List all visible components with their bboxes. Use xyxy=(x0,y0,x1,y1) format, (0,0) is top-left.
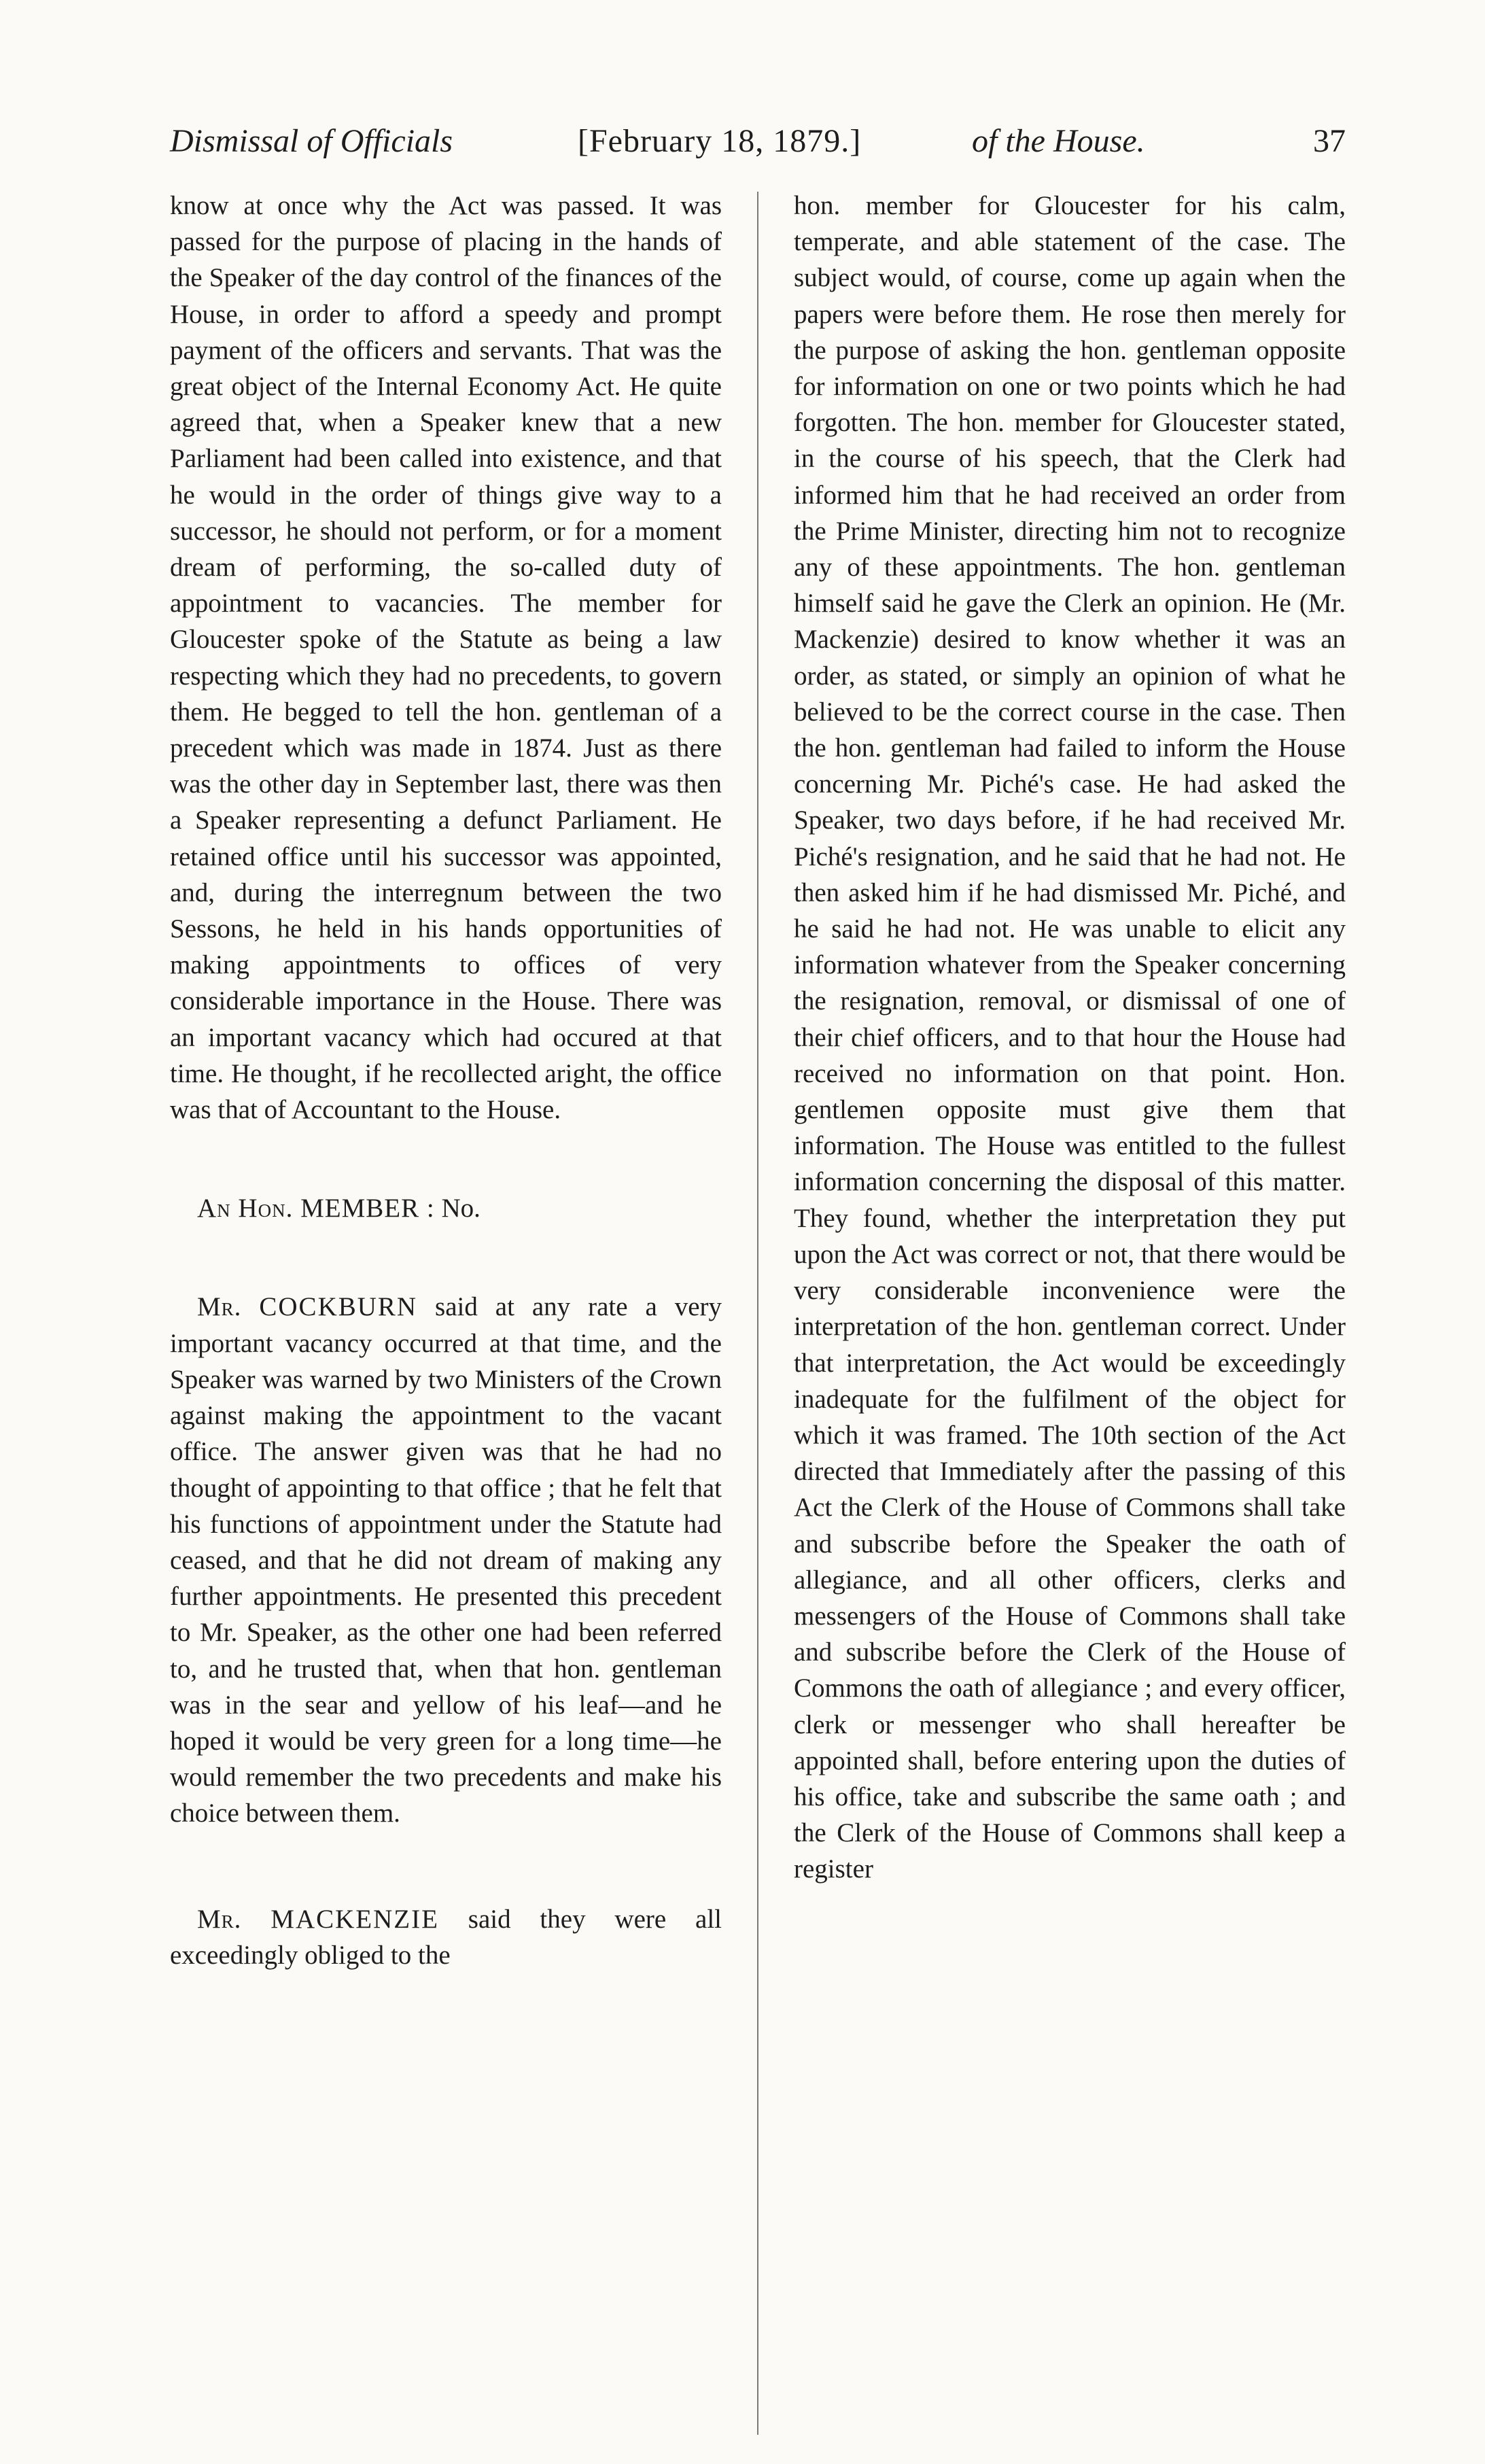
paragraph-right: hon. member for Gloucester for his calm, temperate, and able statement of the case. The subject would, of course, come up again when the papers were before them. He rose then merely for the purpose of asking the hon. gentleman opposite for information on one or two points which he had forgotten. The hon. member for Gloucester stated, in the course of his speech, that the Clerk had informed him that he had received an order from the Prime Minister, directing him not to recognize any of these appointments. The hon. gentleman himself said he gave the Clerk an opinion. He (Mr. Mackenzie) desired to know whether it was an order, as stated, or simply an opinion of what he believed to be the correct course in the case. Then the hon. gentleman had failed to inform the House concerning Mr. Piché's case. He had asked the Speaker, two days before, if he had received Mr. Piché's resignation, and he said that he had not. He then asked him if he had dismissed Mr. Piché, and he said he had not. He was unable to elicit any information whatever from the Speaker concerning the resignation, removal, or dismissal of one of their chief officers, and to that hour the House had received no information on that point. Hon. gentlemen opposite must give them that information. The House was entitled to the fullest information concerning the disposal of this matter. They found, whether the interpretation they put upon the Act was correct or not, that there would be very considerable inconvenience were the interpretation of the hon. gentleman correct. Under that interpretation, the Act would be exceedingly inadequate for the fulfilment of the object for which it was framed. The 10th section of the Act directed that Immediately after the passing of this Act the Clerk of the House of Commons shall take and subscribe before the Speaker the oath of allegiance, and all other officers, clerks and messengers of the House of Commons shall take and subscribe before the Clerk of the House of Commons the oath of allegiance ; and every officer, clerk or messenger who shall hereafter be appointed shall, before entering upon the duties of his office, take and subscribe the same oath ; and the Clerk of the House of Commons shall keep a register xyxy=(794,191,1346,1884)
speaker-name: COCKBURN xyxy=(259,1292,418,1322)
running-head xyxy=(170,114,1346,169)
paragraph-continued: know at once why the Act was passed. It was passed for the purpose of placing in the hands of the Speaker of the day control of the finances of the House, in order to afford a speedy and prompt payment of the officers and servants. That was the great object of the Internal Economy Act. He quite agreed that, when a Speaker knew that a new Parliament had been called into existence, and that he would in the order of things give way to a successor, he should not perform, or for a moment dream of performing, the so-called duty of appointment to vacancies. The member for Gloucester spoke of the Statute as being a law respecting which they had no precedents, to govern them. He begged to tell the hon. gentleman of a precedent which was made in 1874. Just as there was the other day in September last, there was then a Speaker representing a defunct Parliament. He retained office until his successor was appointed, and, during the interregnum between the two Sessons, he held in his hands opportunities of making appointments to offices of very considerable importance in the House. There was an important vacancy which had occured at that time. He thought, if he recollected aright, the office was that of Accountant to the House. xyxy=(170,191,722,1125)
interjection-speaker: An Hon. MEMBER : xyxy=(197,1194,435,1224)
left-column xyxy=(170,188,722,2435)
interjection-text: No. xyxy=(441,1194,481,1224)
page-number: 37 xyxy=(1313,123,1346,159)
running-head-left: Dismissal of Officials xyxy=(170,123,453,159)
speaker-name: MACKENZIE xyxy=(270,1904,439,1934)
text-columns xyxy=(170,188,1346,2435)
speech-mackenzie xyxy=(170,1901,722,1973)
right-column xyxy=(794,188,1346,2435)
speech-text: said at any rate a very important vacancy occurred at that time, and the Speaker was warned by two Ministers of the Crown against making the appointment to the vacant office. The answer given was that he had no thought of appointing to that office ; that he felt that his functions of appointment under the Statute had ceased, and that he did not dream of making any further appointments. He presented this precedent to Mr. Speaker, as the other one had been referred to, and he trusted that, when that hon. gentleman was in the sear and yellow of his leaf—and he hoped it would be very green for a long time—he would remember the two precedents and make his choice between them. xyxy=(170,1292,722,1828)
speaker-title: Mr. xyxy=(197,1292,242,1322)
column-rule xyxy=(757,192,758,2435)
running-head-right: of the House. xyxy=(972,123,1145,159)
speech-text: said they were all exceedingly obliged to the xyxy=(170,1904,722,1970)
interjection xyxy=(170,1190,722,1226)
speech-cockburn xyxy=(170,1289,722,1831)
running-head-date: [February 18, 1879.] xyxy=(578,123,862,159)
speaker-title: Mr. xyxy=(197,1904,242,1934)
